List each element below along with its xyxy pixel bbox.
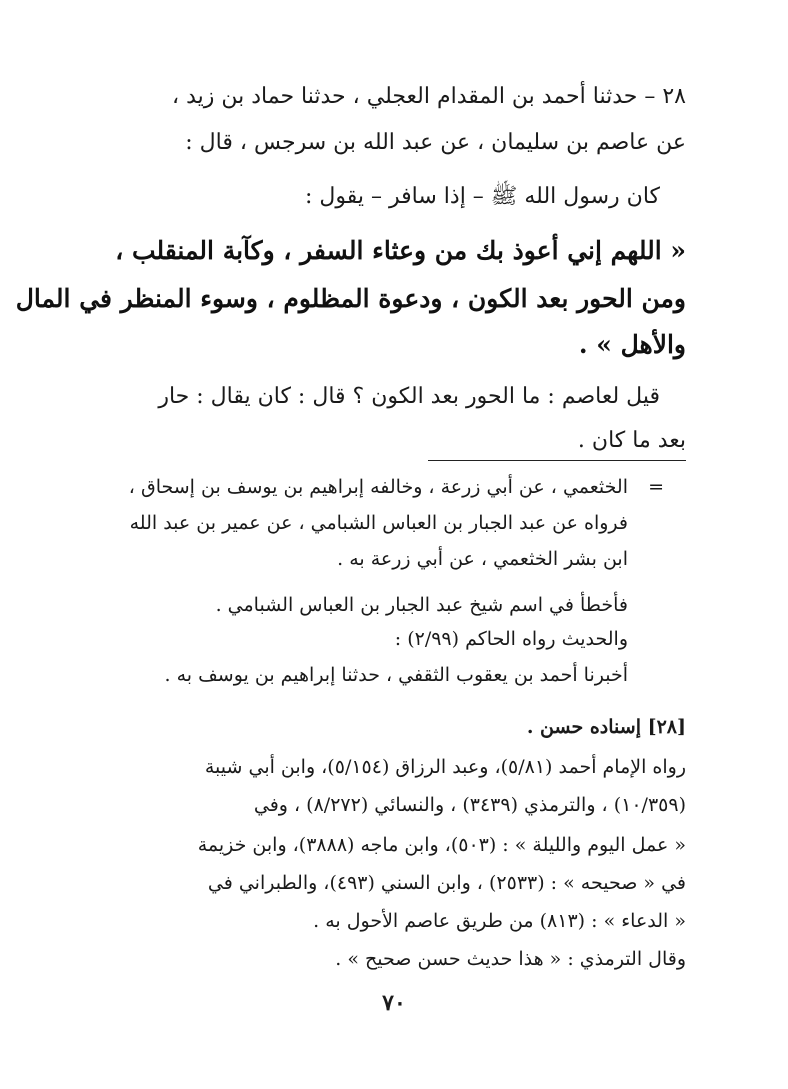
footnote-line: ابن بشر الخثعمي ، عن أبي زرعة به . <box>337 548 628 570</box>
footnote-line: « الدعاء » : (٨١٣) من طريق عاصم الأحول به . <box>313 910 686 932</box>
footnote-line: والحديث رواه الحاكم (٢/٩٩) : <box>394 628 628 650</box>
hadith-line-7: قيل لعاصم : ما الحور بعد الكون ؟ قال : كان يقال : حار <box>158 384 660 409</box>
footnote-line: وقال الترمذي : « هذا حديث حسن صحيح » . <box>335 948 686 970</box>
hadith-line-3: كان رسول الله ﷺ – إذا سافر – يقول : <box>305 184 660 209</box>
footnote-28-heading: [٢٨] إسناده حسن . <box>526 716 686 738</box>
footnote-line: الخثعمي ، عن أبي زرعة ، وخالفه إبراهيم بن يوسف بن إسحاق ، <box>128 476 628 498</box>
dua-line-1: « اللهم إني أعوذ بك من وعثاء السفر ، وكآبة المنقلب ، <box>115 236 686 265</box>
continuation-marker: = <box>648 476 664 498</box>
dua-line-3: والأهل » . <box>578 330 686 359</box>
footnote-line: « عمل اليوم والليلة » : (٥٠٣)، وابن ماجه (٣٨٨٨)، وابن خزيمة <box>197 834 686 856</box>
footnote-line: في « صحيحه » : (٢٥٣٣) ، وابن السني (٤٩٣)، والطبراني في <box>207 872 686 894</box>
dua-line-2: ومن الحور بعد الكون ، ودعوة المظلوم ، وسوء المنظر في المال <box>15 284 686 313</box>
footnote-line: فأخطأ في اسم شيخ عبد الجبار بن العباس الشبامي . <box>215 594 628 616</box>
footnote-line: فرواه عن عبد الجبار بن العباس الشبامي ، عن عمير بن عبد الله <box>129 512 628 534</box>
footnote-line: (١٠/٣٥٩) ، والترمذي (٣٤٣٩) ، والنسائي (٨/٢٧٢) ، وفي <box>253 794 686 816</box>
footnote-line: رواه الإمام أحمد (٥/٨١)، وعبد الرزاق (٥/١٥٤)، وابن أبي شيبة <box>204 756 686 778</box>
hadith-line-1: ٢٨ – حدثنا أحمد بن المقدام العجلي ، حدثنا حماد بن زيد ، <box>171 84 686 109</box>
footnote-line: أخبرنا أحمد بن يعقوب الثقفي ، حدثنا إبراهيم بن يوسف به . <box>164 664 628 686</box>
hadith-line-2: عن عاصم بن سليمان ، عن عبد الله بن سرجس ، قال : <box>185 130 686 155</box>
hadith-line-8: بعد ما كان . <box>577 428 686 453</box>
footnote-separator <box>428 460 686 461</box>
page-number: ٧٠ <box>382 990 406 1016</box>
